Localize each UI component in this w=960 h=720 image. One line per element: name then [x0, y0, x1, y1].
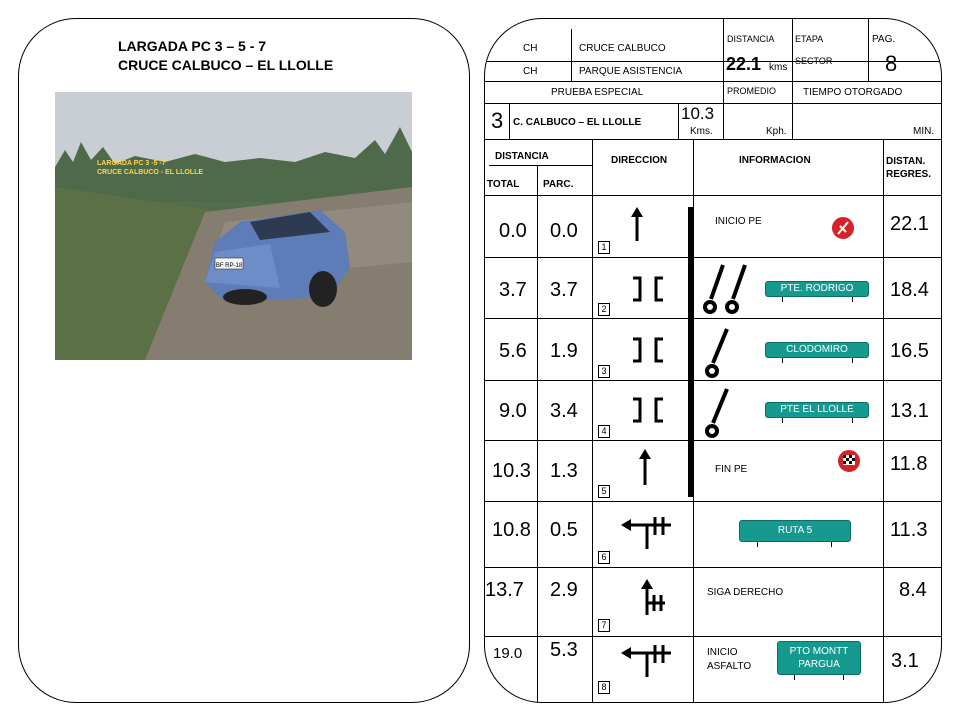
row8-number: 8 — [598, 681, 610, 694]
row2-parc: 3.7 — [550, 279, 578, 301]
row2-badge: PTE. RODRIGO — [765, 281, 869, 297]
row3-number: 3 — [598, 365, 610, 378]
promedio-unit: Kph. — [766, 126, 787, 137]
distancia-unit: kms — [769, 62, 788, 73]
row5-number: 5 — [598, 485, 610, 498]
row5-info: FIN PE — [715, 464, 748, 475]
prueba-name: C. CALBUCO – EL LLOLLE — [513, 117, 642, 128]
row7-info: SIGA DERECHO — [707, 587, 784, 598]
left-turn-icon — [621, 513, 673, 549]
row3-parc: 1.9 — [550, 340, 578, 362]
row1-parc: 0.0 — [550, 220, 578, 242]
distancia-value: 22.1 — [726, 54, 762, 74]
row2-total: 3.7 — [499, 279, 527, 301]
row4-parc: 3.4 — [550, 400, 578, 422]
row3-badge: CLODOMIRO — [765, 342, 869, 358]
row1-total: 0.0 — [499, 220, 527, 242]
col-parc: PARC. — [543, 179, 574, 190]
row7-regres: 8.4 — [899, 579, 927, 601]
etapa-label: ETAPA — [795, 34, 824, 44]
col-regres — [886, 155, 931, 181]
straight-arrow-icon — [629, 207, 645, 241]
col-regres-line1: DISTAN. — [886, 156, 926, 167]
row8-badge-line1: PTO MONTT — [789, 646, 849, 657]
caution-icon — [705, 383, 737, 439]
panel-title — [118, 37, 333, 75]
row2-number: 2 — [598, 303, 610, 316]
left-turn-icon — [621, 641, 673, 677]
prueba-label: PRUEBA ESPECIAL — [551, 87, 644, 98]
row6-number: 6 — [598, 551, 610, 564]
row7-number: 7 — [598, 619, 610, 632]
row7-total: 13.7 — [485, 579, 524, 601]
pag-label: PAG. — [872, 34, 896, 45]
tiempo-label: TIEMPO OTORGADO — [803, 87, 903, 98]
row4-number: 4 — [598, 425, 610, 438]
panel-title-line1: LARGADA PC 3 – 5 - 7 — [118, 38, 267, 54]
row8-total: 19.0 — [493, 645, 523, 662]
sector-label: SECTOR — [795, 56, 833, 66]
row5-parc: 1.3 — [550, 460, 578, 482]
promedio-label: PROMEDIO — [727, 86, 777, 96]
row5-regres: 11.8 — [890, 453, 928, 475]
row8-parc: 5.3 — [550, 639, 578, 661]
bridge-icon — [631, 397, 665, 423]
row5-total: 10.3 — [492, 460, 531, 482]
prueba-number: 3 — [491, 108, 504, 133]
row6-regres: 11.3 — [890, 519, 928, 541]
ch1-name: CRUCE CALBUCO — [579, 43, 666, 54]
ch2-code: CH — [523, 66, 538, 77]
row8-info-line2: ASFALTO — [707, 661, 752, 672]
row3-total: 5.6 — [499, 340, 527, 362]
distancia-label: DISTANCIA — [727, 34, 775, 44]
straight-cross-icon — [639, 579, 669, 615]
row8-info-line1: INICIO — [707, 647, 738, 658]
ch1-code: CH — [523, 43, 538, 54]
photo-caption-line1: LARGADA PC 3 -5 -7 — [97, 160, 166, 167]
row4-total: 9.0 — [499, 400, 527, 422]
row4-badge: PTE EL LLOLLE — [765, 402, 869, 418]
bridge-icon — [631, 337, 665, 363]
special-stage-timeline — [688, 207, 693, 497]
row6-total: 10.8 — [492, 519, 531, 541]
license-plate: BF RP-18 — [215, 263, 243, 269]
roadbook-sheet — [484, 18, 942, 703]
caution-icon — [705, 323, 737, 379]
row8-badge-line2: PARGUA — [798, 659, 840, 670]
start-flag-icon — [829, 214, 857, 242]
row4-regres: 13.1 — [890, 400, 929, 422]
row3-regres: 16.5 — [890, 340, 929, 362]
row1-regres: 22.1 — [890, 213, 929, 235]
row1-info: INICIO PE — [715, 216, 762, 227]
finish-flag-icon — [835, 447, 863, 475]
col-total: TOTAL — [487, 179, 520, 190]
double-caution-icon — [703, 259, 755, 315]
panel-title-line2: CRUCE CALBUCO – EL LLOLLE — [118, 57, 334, 73]
row8-regres: 3.1 — [891, 650, 919, 672]
col-informacion: INFORMACION — [739, 155, 811, 166]
row6-badge: RUTA 5 — [739, 520, 851, 542]
row2-regres: 18.4 — [890, 279, 929, 301]
col-distancia: DISTANCIA — [495, 151, 549, 162]
col-regres-line2: REGRES. — [886, 169, 932, 180]
start-photo-image — [55, 92, 412, 360]
row1-number: 1 — [598, 241, 610, 254]
page-number: 8 — [885, 51, 898, 76]
prueba-distance: 10.3 — [681, 104, 715, 123]
bridge-icon — [631, 276, 665, 302]
row8-info — [707, 646, 751, 674]
start-photo — [55, 92, 412, 360]
col-direccion: DIRECCION — [611, 155, 668, 166]
ch2-name: PARQUE ASISTENCIA — [579, 66, 683, 77]
straight-arrow-icon — [637, 449, 653, 485]
row6-parc: 0.5 — [550, 519, 578, 541]
tiempo-unit: MIN. — [913, 126, 935, 137]
row7-parc: 2.9 — [550, 579, 578, 601]
prueba-distance-unit: Kms. — [690, 126, 713, 137]
photo-caption-line2: CRUCE CALBUCO - EL LLOLLE — [97, 169, 204, 176]
row8-badge — [777, 641, 861, 675]
